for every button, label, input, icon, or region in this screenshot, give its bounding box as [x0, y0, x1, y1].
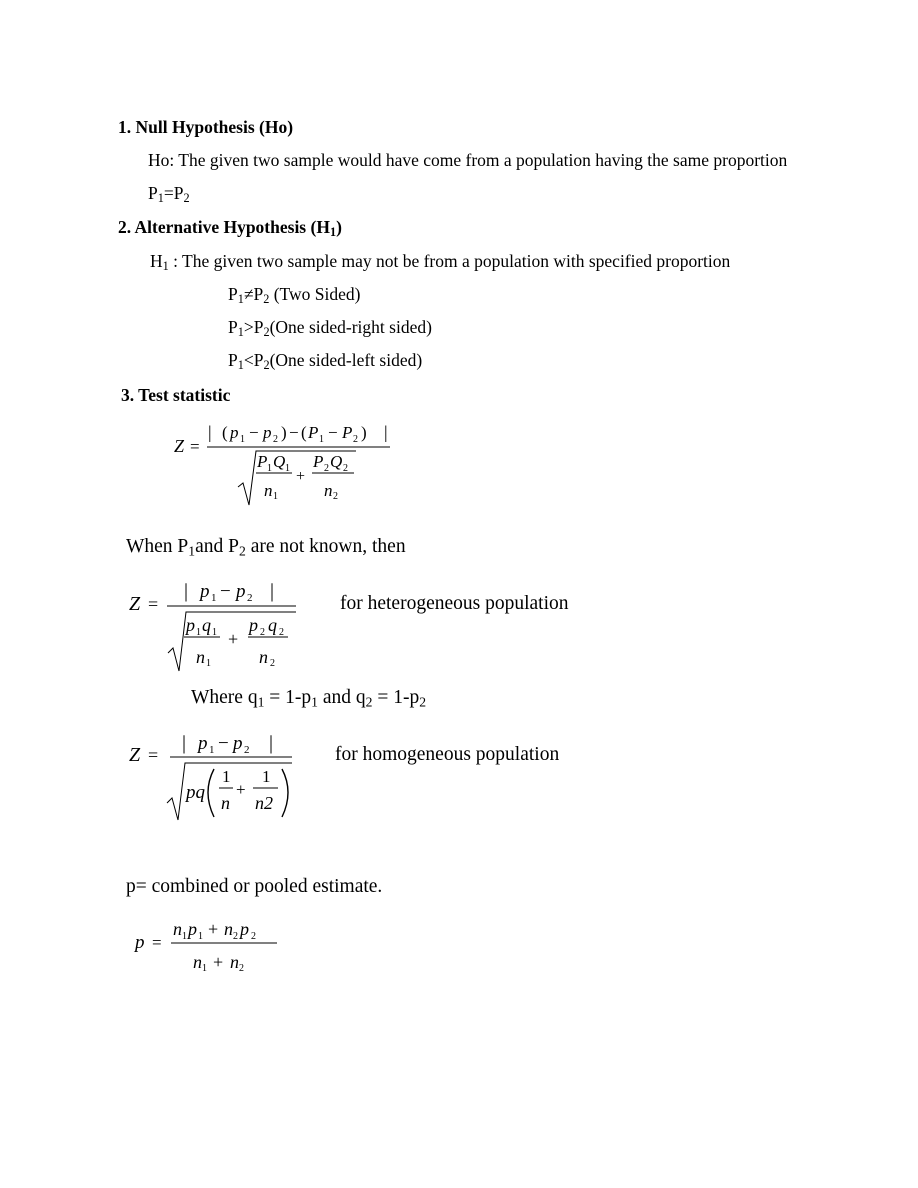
svg-text:n: n [324, 481, 333, 500]
alt-case-two-sided: $P_1\ne P_2$ (Two Sided) [228, 284, 361, 307]
svg-text:1: 1 [182, 931, 187, 942]
null-hypothesis-equation: $P_1=P_2$ [148, 183, 190, 206]
alternative-hypothesis-statement: $H_1$ : The given two sample may not be from a population with specified proportion [150, 251, 731, 274]
heading-alternative-hypothesis: 2. Alternative Hypothesis $(H_1)$ [118, 217, 342, 240]
svg-text:Q: Q [330, 452, 343, 471]
alt-case-right-sided: $P_1>P_2(One$ sided-right sided) [228, 317, 432, 340]
alt-case-left-sided: $P_1<P_2(One$ sided-left sided) [228, 350, 423, 373]
svg-text:P: P [342, 423, 353, 442]
svg-text:q: q [202, 615, 211, 635]
svg-text:2: 2 [279, 627, 284, 638]
svg-text:p: p [230, 423, 239, 442]
homogeneous-formula [120, 725, 310, 825]
svg-text:2: 2 [324, 463, 329, 474]
svg-text:2: 2 [333, 491, 338, 502]
svg-text:q: q [268, 615, 277, 635]
svg-text:p: p [249, 615, 258, 635]
svg-text:+: + [208, 919, 219, 939]
heterogeneous-formula [120, 575, 310, 675]
svg-text:P: P [257, 452, 268, 471]
svg-text:=: = [148, 594, 159, 614]
svg-text:|: | [208, 422, 212, 442]
svg-text:|: | [384, 422, 388, 442]
svg-text:2: 2 [239, 963, 244, 974]
heading-test-statistic: 3. Test statistic [121, 385, 231, 405]
svg-text:2: 2 [353, 434, 358, 445]
svg-text:2: 2 [244, 744, 250, 756]
svg-text:2: 2 [233, 931, 238, 942]
svg-text:n: n [230, 952, 239, 972]
svg-text:p: p [188, 919, 197, 939]
svg-text:2: 2 [343, 463, 348, 474]
svg-text:2: 2 [270, 658, 275, 669]
svg-text:1: 1 [196, 627, 201, 638]
svg-text:2: 2 [247, 592, 253, 604]
svg-text:1: 1 [206, 658, 211, 669]
svg-text:p: p [135, 932, 145, 953]
svg-text:Q: Q [273, 452, 286, 471]
svg-text:|: | [270, 580, 275, 602]
svg-text:n2: n2 [255, 793, 273, 813]
svg-text:n: n [196, 647, 205, 667]
svg-text:n: n [259, 647, 268, 667]
svg-text:1: 1 [240, 434, 245, 445]
svg-text:|: | [184, 580, 189, 602]
where-definitions: Where $q_1 = 1-p_1$ and $q_2 = 1-p_2$ [191, 687, 427, 710]
svg-text:n: n [264, 481, 273, 500]
svg-text:p: p [240, 919, 249, 939]
svg-text:1: 1 [198, 931, 203, 942]
test-statistic-formula [160, 415, 410, 515]
svg-text:n: n [224, 919, 233, 939]
svg-text:pq: pq [186, 782, 205, 803]
svg-text:n: n [193, 952, 202, 972]
svg-text:(: ( [301, 423, 307, 442]
homogeneous-label: for homogeneous population [335, 744, 560, 765]
svg-text:p: p [233, 733, 243, 754]
svg-text:|: | [269, 732, 274, 754]
svg-text:|: | [182, 732, 187, 754]
heading-null-hypothesis: 1. Null Hypothesis (Ho) [118, 117, 294, 137]
svg-text:2: 2 [251, 931, 256, 942]
svg-text:−: − [218, 733, 229, 754]
svg-text:2: 2 [273, 434, 278, 445]
pooled-estimate-label: p= combined or pooled estimate. [126, 876, 383, 897]
svg-text:1: 1 [209, 744, 215, 756]
svg-text:=: = [190, 437, 200, 456]
svg-text:): ) [281, 423, 287, 442]
svg-text:1: 1 [273, 491, 278, 502]
svg-text:2: 2 [260, 627, 265, 638]
svg-text:−: − [289, 423, 299, 442]
svg-text:p: p [186, 615, 195, 635]
svg-text:Z: Z [174, 436, 185, 456]
svg-text:+: + [228, 629, 239, 649]
svg-text:=: = [152, 933, 162, 952]
svg-text:−: − [328, 423, 338, 442]
svg-text:−: − [249, 423, 259, 442]
svg-text:1: 1 [267, 463, 272, 474]
svg-text:+: + [236, 780, 246, 799]
svg-text:p: p [198, 733, 208, 754]
svg-text:p: p [200, 581, 210, 602]
svg-text:1: 1 [319, 434, 324, 445]
svg-text:p: p [263, 423, 272, 442]
svg-text:+: + [213, 952, 224, 972]
null-hypothesis-statement: Ho: The given two sample would have come from a population having the same proportion [148, 150, 788, 170]
svg-text:+: + [296, 468, 306, 485]
svg-text:1: 1 [222, 767, 231, 786]
svg-text:Z: Z [129, 593, 141, 615]
svg-text:): ) [361, 423, 367, 442]
svg-text:P: P [308, 423, 319, 442]
svg-text:(: ( [222, 423, 228, 442]
svg-text:Z: Z [129, 744, 141, 766]
svg-text:1: 1 [285, 463, 290, 474]
heterogeneous-label: for heterogeneous population [340, 593, 569, 614]
unknown-proportions-intro: When $P_1and$ $P_2$ are not known, then [126, 536, 406, 559]
pooled-estimate-formula [125, 910, 295, 980]
svg-text:1: 1 [212, 627, 217, 638]
svg-text:P: P [313, 452, 324, 471]
svg-text:1: 1 [202, 963, 207, 974]
svg-text:n: n [173, 919, 182, 939]
svg-text:n: n [221, 793, 230, 813]
svg-text:p: p [236, 581, 246, 602]
svg-text:1: 1 [211, 592, 217, 604]
svg-text:−: − [220, 581, 231, 602]
svg-text:=: = [148, 745, 159, 765]
svg-text:1: 1 [262, 767, 271, 786]
